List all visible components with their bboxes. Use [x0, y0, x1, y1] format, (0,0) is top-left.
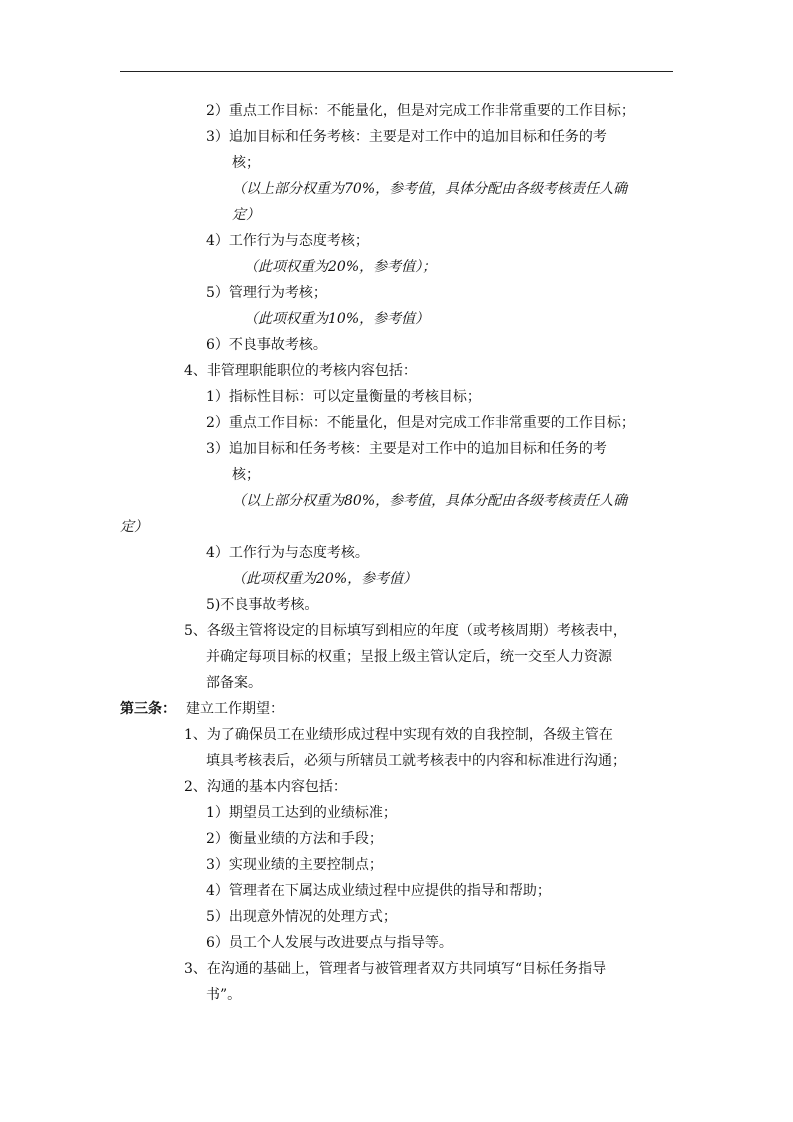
text-line: 1）期望员工达到的业绩标准；: [206, 805, 397, 821]
list-heading: 5、各级主管将设定的目标填写到相应的年度（或考核周期）考核表中，: [184, 623, 627, 639]
list-heading: 3、在沟通的基础上，管理者与被管理者双方共同填写“目标任务指导: [184, 961, 607, 977]
list-heading: 1、为了确保员工在业绩形成过程中实现有效的自我控制，各级主管在: [184, 727, 613, 743]
text-line: 2）衡量业绩的方法和手段；: [206, 831, 383, 847]
weight-note: （以上部分权重为70%，参考值，具体分配由各级考核责任人确: [232, 181, 628, 197]
text-line: 4）工作行为与态度考核；: [206, 233, 369, 249]
weight-note: 定）: [120, 519, 148, 535]
list-heading: 4、非管理职能职位的考核内容包括：: [184, 363, 417, 379]
text-line: 核；: [232, 155, 260, 171]
text-line: 书”。: [206, 987, 242, 1003]
text-line: 1）指标性目标：可以定量衡量的考核目标；: [206, 389, 481, 405]
weight-note: （此项权重为20%，参考值）: [232, 571, 418, 587]
list-heading: 2、沟通的基本内容包括：: [184, 779, 347, 795]
text-line: 3）实现业绩的主要控制点；: [206, 857, 383, 873]
article-label: 第三条：: [120, 701, 176, 717]
text-line: 3）追加目标和任务考核：主要是对工作中的追加目标和任务的考: [206, 441, 607, 457]
text-line: 2）重点工作目标：不能量化，但是对完成工作非常重要的工作目标；: [206, 415, 635, 431]
text-line: 核；: [232, 467, 260, 483]
weight-note: （以上部分权重为80%，参考值，具体分配由各级考核责任人确: [232, 493, 628, 509]
text-line: 5）管理行为考核；: [206, 285, 327, 301]
text-line: 填具考核表后，必须与所辖员工就考核表中的内容和标准进行沟通；: [206, 753, 626, 769]
text-line: 6）员工个人发展与改进要点与指导等。: [206, 935, 453, 951]
text-line: 6）不良事故考核。: [206, 337, 327, 353]
text-line: 5）出现意外情况的处理方式；: [206, 909, 397, 925]
text-line: 4）工作行为与态度考核。: [206, 545, 369, 561]
weight-note: （此项权重为10%，参考值）: [244, 311, 430, 327]
text-line: 3）追加目标和任务考核：主要是对工作中的追加目标和任务的考: [206, 129, 607, 145]
header-rule: [120, 71, 673, 72]
weight-note: （此项权重为20%，参考值）；: [244, 259, 437, 275]
weight-note: 定）: [232, 207, 260, 223]
article-title: 建立工作期望：: [186, 701, 284, 717]
text-line: 2）重点工作目标：不能量化，但是对完成工作非常重要的工作目标；: [206, 103, 635, 119]
text-line: 并确定每项目标的权重；呈报上级主管认定后，统一交至人力资源: [206, 649, 612, 665]
text-line: 4）管理者在下属达成业绩过程中应提供的指导和帮助；: [206, 883, 551, 899]
text-line: 部备案。: [206, 675, 262, 691]
text-line: 5)不良事故考核。: [206, 597, 319, 613]
